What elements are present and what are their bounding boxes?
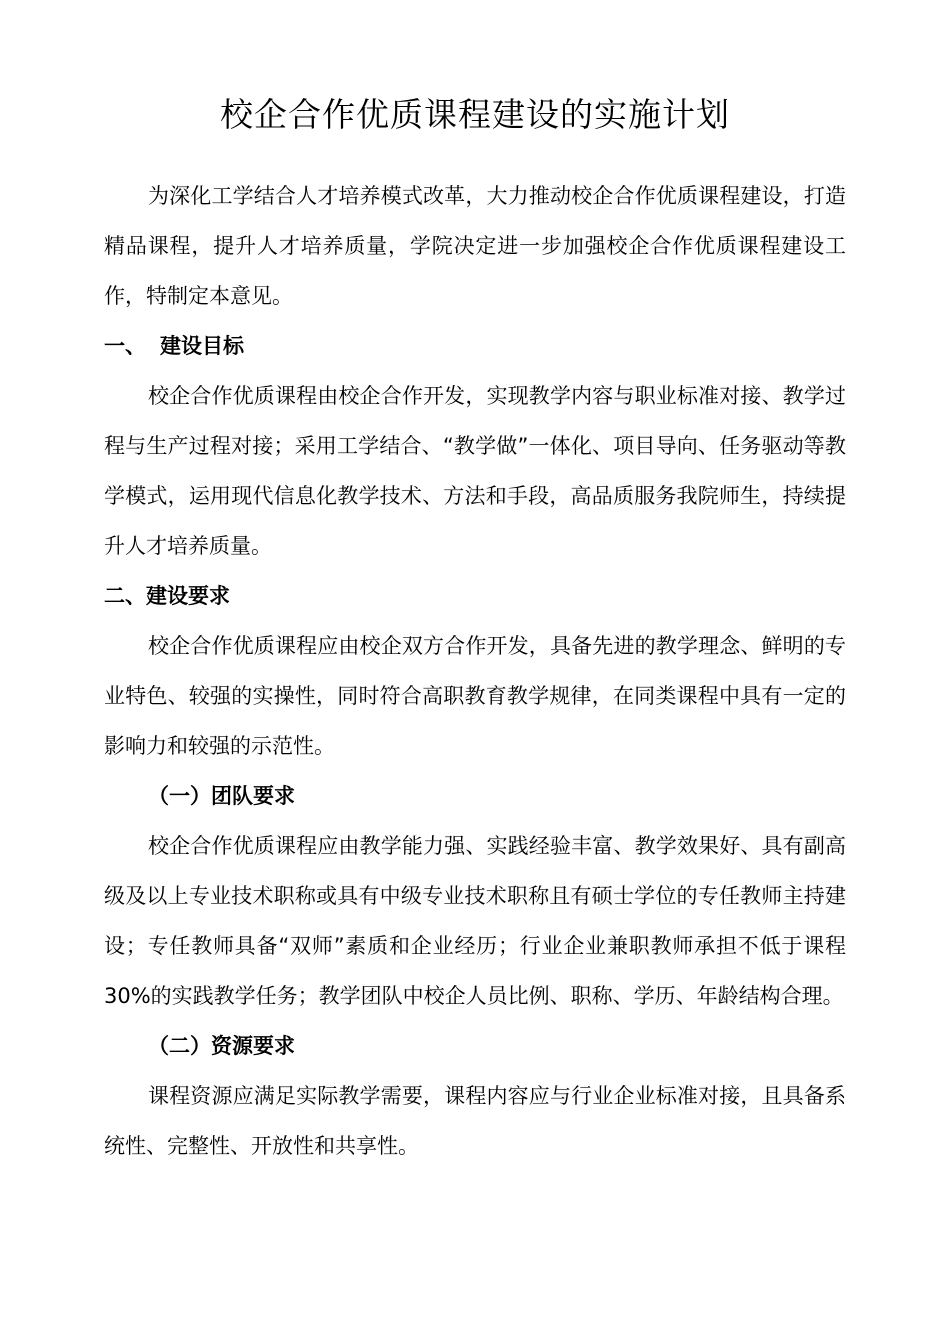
subsection-1-paragraph: 校企合作优质课程应由教学能力强、实践经验丰富、教学效果好、具有副高级及以上专业技术职称或具有中级专业技术职称且有硕士学位的专任教师主持建设；专任教师具备“双师”素质和企业经历；行业企业兼职教师承担不低于课程 30%的实践教学任务；教学团队中校企人员比例、职称、学历、年龄结构合理。 <box>104 834 846 1008</box>
section-1-paragraph: 校企合作优质课程由校企合作开发，实现教学内容与职业标准对接、教学过程与生产过程对接；采用工学结合、“教学做”一体化、项目导向、任务驱动等教学模式，运用现代信息化教学技术、方法和手段，高品质服务我院师生，持续提升人才培养质量。 <box>104 384 846 558</box>
section-2-heading <box>104 571 846 621</box>
document-title: 校企合作优质课程建设的实施计划 <box>220 95 730 134</box>
subsection-2-paragraph: 课程资源应满足实际教学需要，课程内容应与行业企业标准对接，且具备系统性、完整性、开放性和共享性。 <box>104 1084 846 1158</box>
section-1-number: 一、 <box>104 334 146 358</box>
section-2-paragraph: 校企合作优质课程应由校企双方合作开发，具备先进的教学理念、鲜明的专业特色、较强的实操性，同时符合高职教育教学规律，在同类课程中具有一定的影响力和较强的示范性。 <box>104 634 846 758</box>
intro-paragraph: 为深化工学结合人才培养模式改革，大力推动校企合作优质课程建设，打造精品课程，提升人才培养质量，学院决定进一步加强校企合作优质课程建设工作，特制定本意见。 <box>104 184 846 308</box>
section-1-heading <box>104 321 846 371</box>
section-1-title: 建设目标 <box>160 334 244 358</box>
document-body <box>104 171 846 1171</box>
section-2-title: 建设要求 <box>146 584 230 608</box>
subsection-2-heading: （二）资源要求 <box>148 1034 295 1058</box>
subsection-1-heading: （一）团队要求 <box>148 784 295 808</box>
section-2-number: 二、 <box>104 584 146 608</box>
